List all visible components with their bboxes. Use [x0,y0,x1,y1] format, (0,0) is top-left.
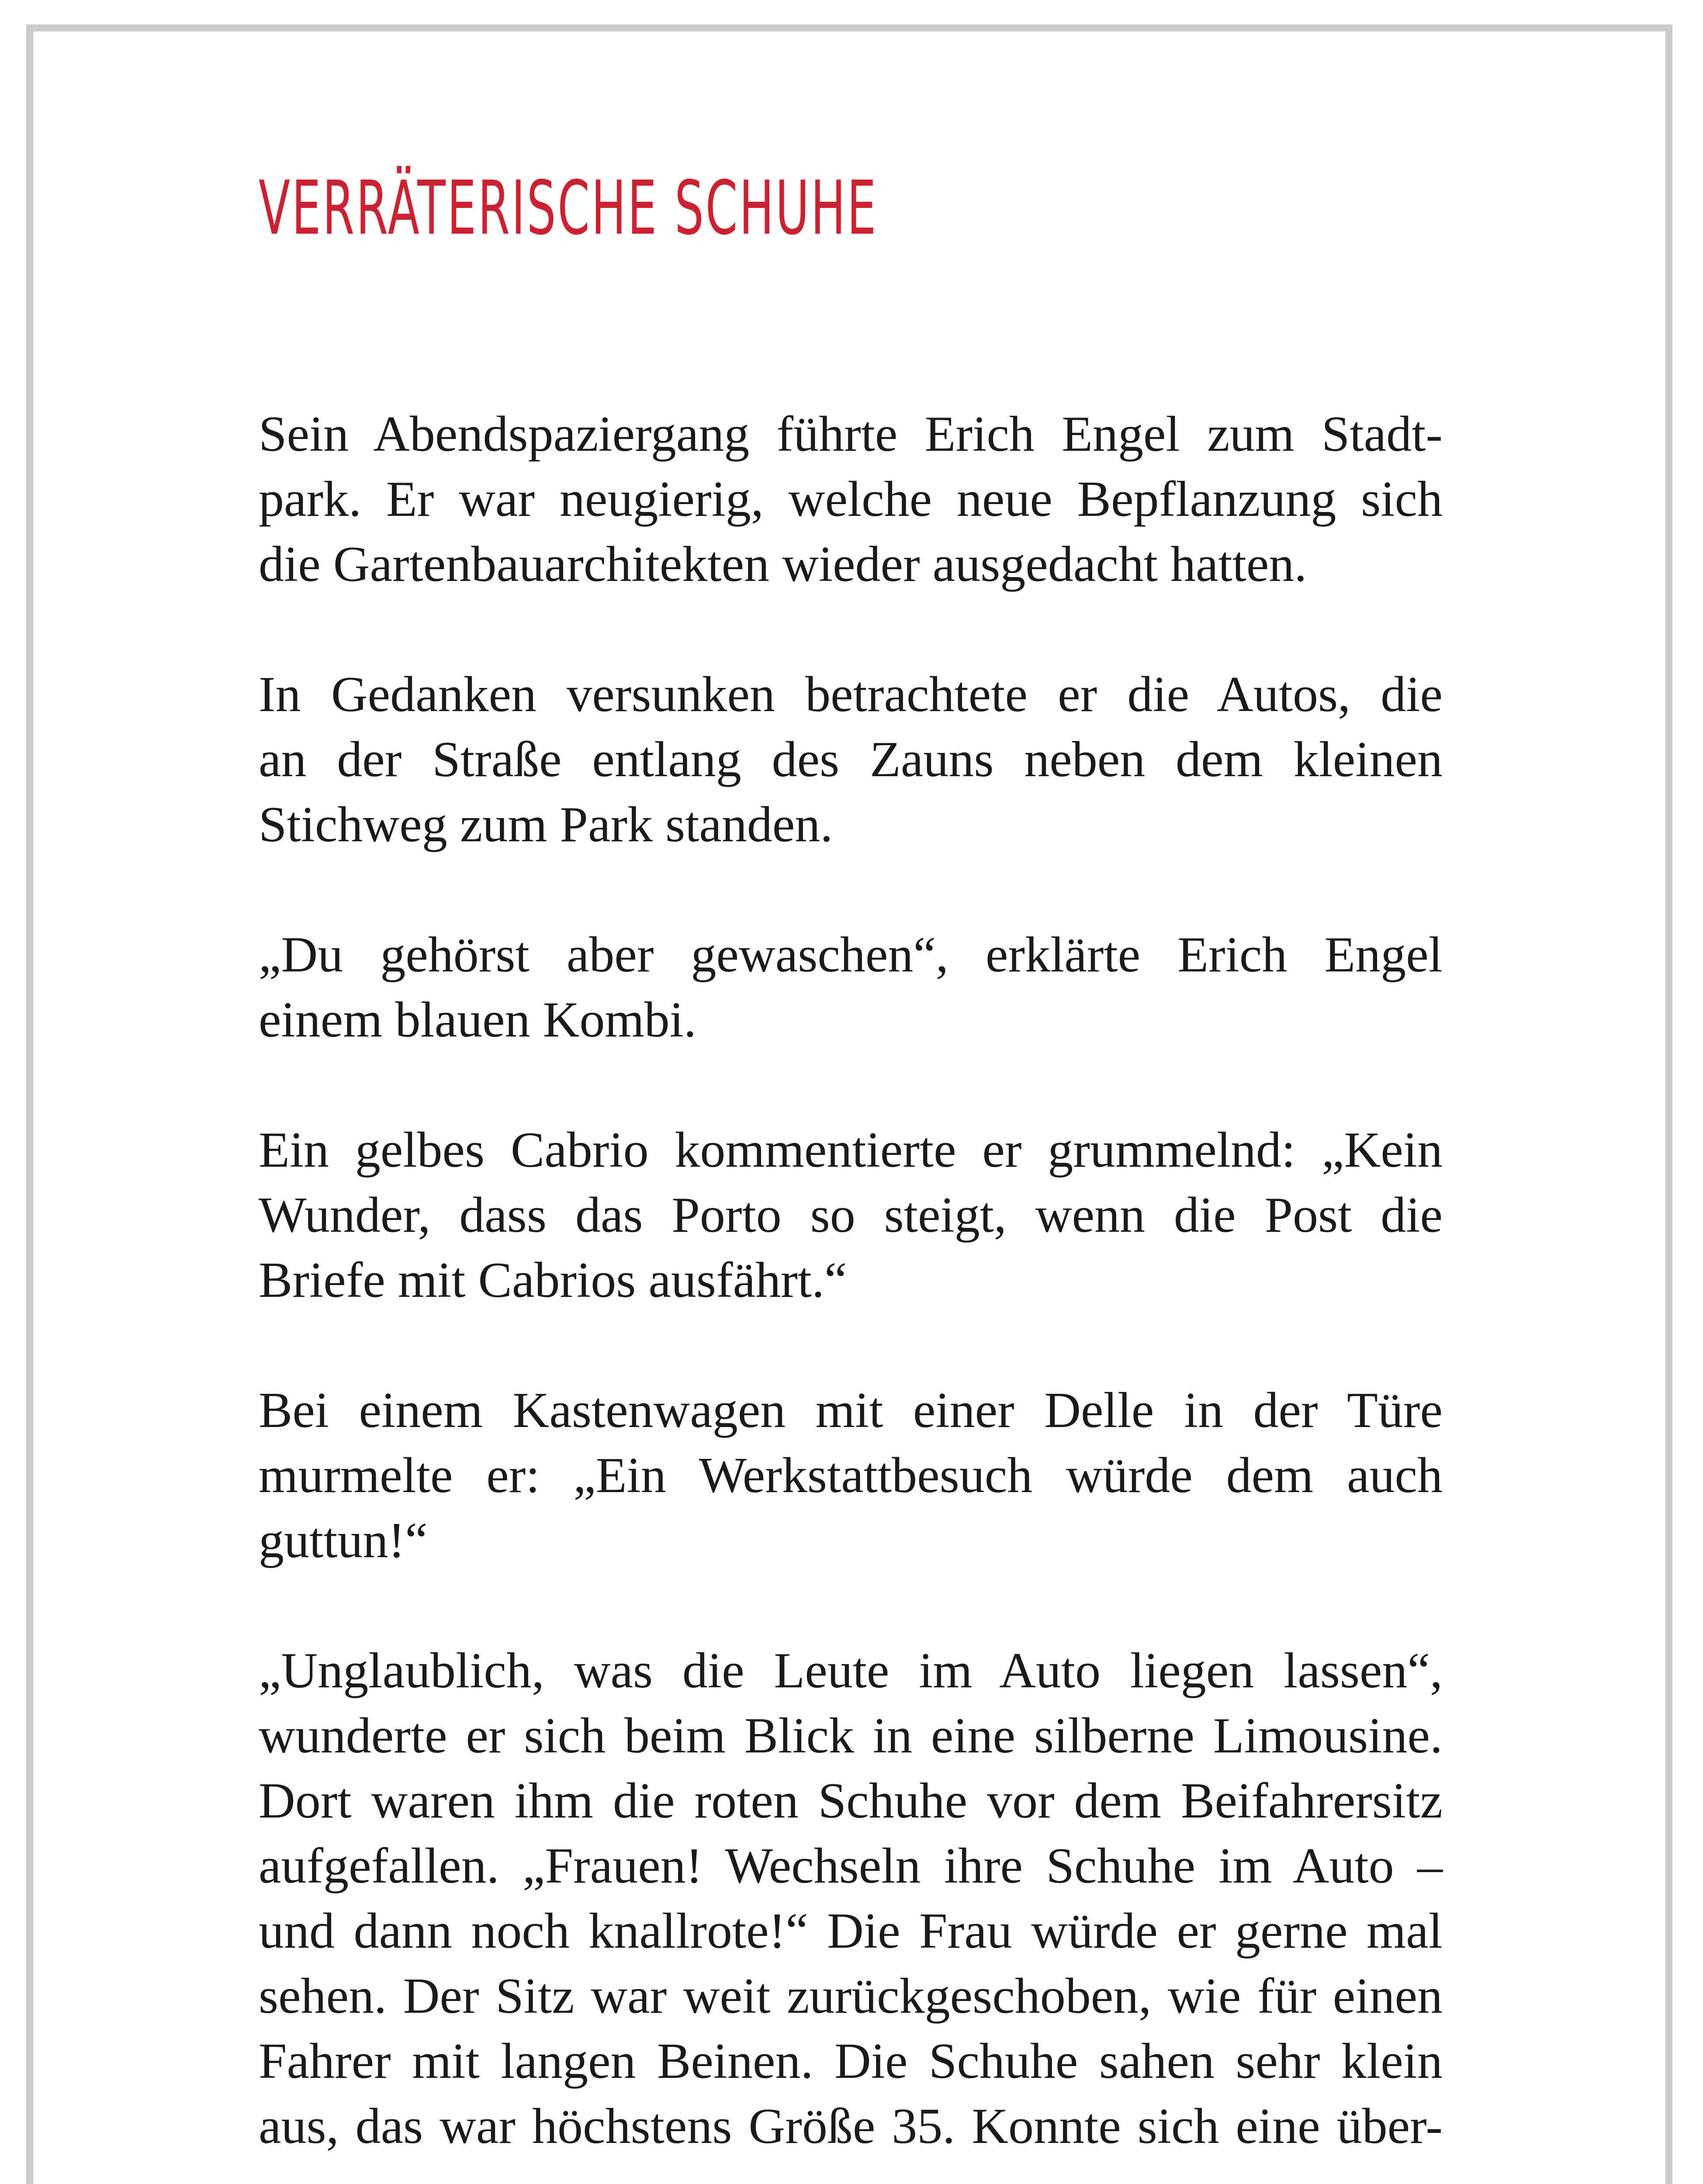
paragraph [259,662,1443,857]
text-line: die Gartenbauarchitekten wieder ausgedacht hatten. [259,536,1307,592]
body-text [259,402,1443,2184]
text-line: sehen. Der Sitz war weit zurückgeschoben, wie für einen [259,1968,1443,2024]
text-line: Stichweg zum Park standen. [259,797,833,853]
text-line: einem blauen Kombi. [259,992,696,1048]
text-line: murmelte er: „Ein Werkstattbesuch würde dem auch [259,1448,1443,1503]
text-line: park. Er war neugierig, welche neue Bepflanzung sich [259,471,1443,527]
paragraph [259,1118,1443,1313]
text-line: an der Straße entlang des Zauns neben dem kleinen [259,732,1443,788]
paragraph [259,402,1443,597]
text-line: In Gedanken versunken betrachtete er die Autos, die [259,667,1443,722]
text-line: Briefe mit Cabrios ausfährt.“ [259,1252,847,1308]
text-line: Dort waren ihm die roten Schuhe vor dem Beifahrersitz [259,1773,1443,1829]
chapter-title: VERRÄTERISCHE SCHUHE [259,165,878,252]
text-line: guttun!“ [259,1513,428,1569]
text-line: und dann noch knallrote!“ Die Frau würde er gerne mal [259,1903,1443,1959]
text-line: Fahrer mit langen Beinen. Die Schuhe sahen sehr klein [259,2033,1443,2089]
text-line: Sein Abendspaziergang führte Erich Engel zum Stadt- [259,406,1443,462]
text-line: „Unglaublich, was die Leute im Auto liegen lassen“, [259,1643,1443,1699]
paragraph [259,1638,1443,2159]
text-line: Bei einem Kastenwagen mit einer Delle in der Türe [259,1382,1443,1438]
text-line: aufgefallen. „Frauen! Wechseln ihre Schuhe im Auto – [259,1838,1443,1894]
text-line: aus, das war höchstens Größe 35. Konnte sich eine über- [259,2098,1443,2154]
text-line: wunderte er sich beim Blick in eine silberne Limousine. [259,1708,1443,1764]
text-line: „Du gehörst aber gewaschen“, erklärte Erich Engel [259,927,1443,983]
paragraph [259,1378,1443,1573]
paragraph [259,923,1443,1053]
text-line: Ein gelbes Cabrio kommentierte er grummelnd: „Kein [259,1122,1443,1178]
text-line: Wunder, dass das Porto so steigt, wenn die Post die [259,1187,1443,1243]
